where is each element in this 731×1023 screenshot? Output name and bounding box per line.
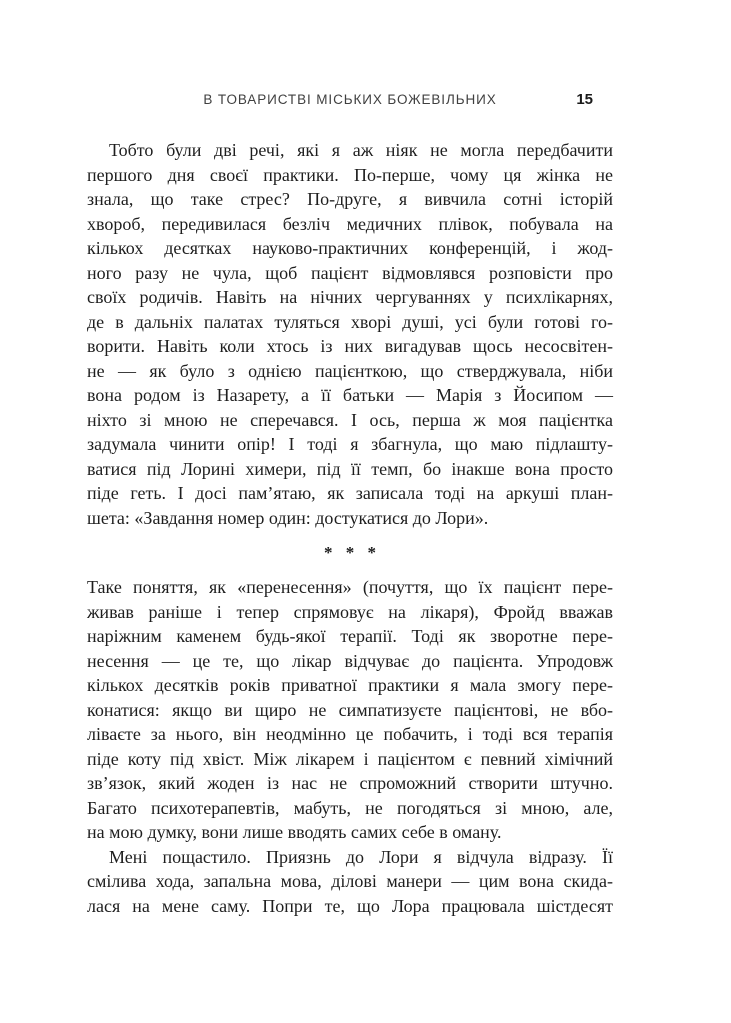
text-line: задумала чинити опір! І тоді я збагнула, що маю підлашту- (87, 434, 613, 454)
text-line: шета: «Завдання номер один: достукатися до Лори». (87, 507, 489, 528)
paragraph (87, 845, 613, 919)
text-line: не — як було з однією пацієнткою, що стверджувала, ніби (87, 360, 613, 381)
text-line: ного разу не чула, щоб пацієнт відмовлявся розповісти про (87, 262, 613, 283)
text-line: ватися під Лорині химери, під її темп, бо інакше вона просто (87, 458, 613, 479)
text-line: Тобто були дві речі, які я аж ніяк не могла передбачити (109, 140, 613, 160)
text-line: Багато психотерапевтів, мабуть, не погодяться зі мною, але, (87, 797, 613, 818)
text-line: знала, що таке стрес? По-друге, я вивчила сотні історій (87, 189, 613, 209)
text-line: Таке поняття, як «перенесення» (почуття, що їх пацієнт пере- (87, 577, 613, 597)
text-line: піде геть. І досі пам’ятаю, як записала тоді на аркуші план- (87, 483, 613, 503)
running-title: В ТОВАРИСТВІ МІСЬКИХ БОЖЕВІЛЬНИХ (203, 92, 497, 107)
text-line: на мою думку, вони лише вводять самих себе в оману. (87, 822, 502, 842)
text-line: піде коту під хвіст. Між лікарем і пацієнтом є певний хімічний (87, 748, 613, 769)
text-line: несення — це те, що лікар відчуває до пацієнта. Упродовж (87, 650, 613, 671)
text-line: смілива хода, запальна мова, ділові манери — цим вона скида- (87, 871, 613, 891)
text-line: конатися: якщо ви щиро не симпатизуєте пацієнтові, не вбо- (87, 699, 613, 720)
text-line: вона родом із Назарету, а її батьки — Марія з Йосипом — (87, 385, 613, 405)
text-line: ніхто зі мною не сперечався. І ось, перша ж моя пацієнтка (87, 409, 613, 430)
text-line: наріжним каменем будь-якої терапії. Тоді як зворотне пере- (87, 626, 613, 646)
paragraph (87, 138, 613, 530)
body-text (87, 138, 613, 918)
text-line: першого дня своєї практики. По-перше, чому ця жінка не (87, 164, 613, 185)
text-line: кількох десятках науково-практичних конференцій, і жод- (87, 238, 613, 258)
text-line: ліваєте за нього, він неодмінно це побачить, і тоді вся терапія (87, 724, 613, 744)
section-separator: * * * (324, 543, 376, 562)
text-line: кількох десятків років приватної практики я мала змогу пере- (87, 675, 613, 695)
text-line: ворити. Навіть коли хтось із них вигадував щось несосвітен- (87, 336, 613, 356)
paragraph (87, 575, 613, 845)
running-head (87, 90, 613, 110)
text-line: Мені пощастило. Приязнь до Лори я відчула відразу. Її (109, 846, 613, 867)
page-number: 15 (576, 91, 593, 108)
text-line: своїх родичів. Навіть на нічних чергуваннях у психлікарнях, (87, 287, 613, 307)
text-line: де в дальніх палатах туляться хворі душі, усі були готові го- (87, 311, 613, 332)
text-line: зв’язок, який жоден із нас не спроможний створити штучно. (87, 773, 613, 793)
text-line: живав раніше і тепер спрямовує на лікаря), Фройд вважав (87, 601, 613, 622)
text-line: лася на мене саму. Попри те, що Лора працювала шістдесят (87, 895, 613, 916)
text-line: хвороб, передивилася безліч медичних плівок, побувала на (87, 213, 613, 234)
